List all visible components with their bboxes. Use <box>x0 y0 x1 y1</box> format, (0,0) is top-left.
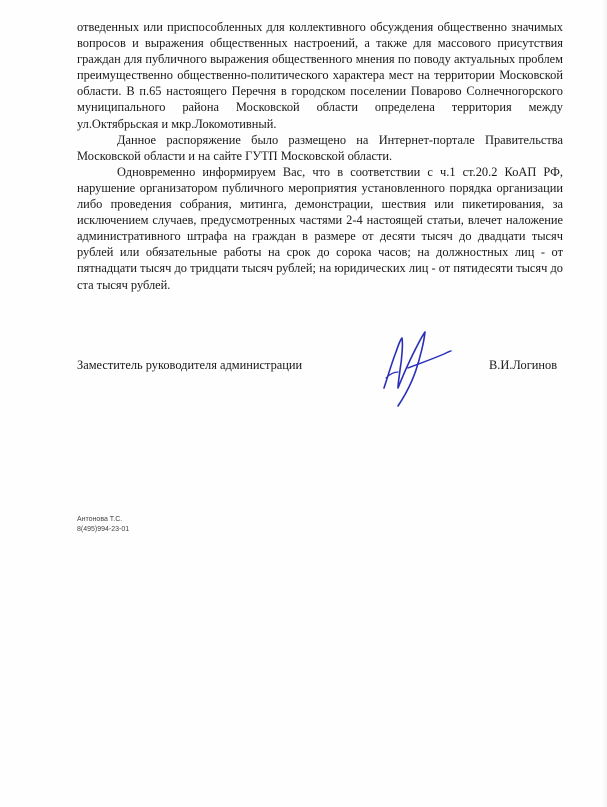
executor-info <box>77 515 129 535</box>
signatory-title: Заместитель руководителя администрации <box>77 358 303 372</box>
paragraph-continuation: отведенных или приспособленных для коллективного обсуждения общественно значимых вопросов и выражения общественных настроений, а также для массового присутствия граждан для публичного выражения общественного мнения по поводу актуальных проблем преимущественно общественно-политического характера мест на территории Московской области. В п.65 настоящего Перечня в городском поселении Поварово Солнечногорского муниципального района Московской области определена территория между ул.Октябрьская и мкр.Локомотивный. <box>77 20 563 131</box>
executor-name: Антонова Т.С. <box>77 516 123 523</box>
signatory-name: В.И.Логинов <box>489 358 558 372</box>
page-edge-shadow <box>601 0 607 807</box>
paragraph-publication: Данное распоряжение было размещено на Интернет-портале Правительства Московской области и на сайте ГУТП Московской области. <box>77 132 563 163</box>
handwritten-signature <box>378 318 453 410</box>
paragraph-penalty-notice: Одновременно информируем Вас, что в соответствии с ч.1 ст.20.2 КоАП РФ, нарушение организатором публичного мероприятия установленного порядка организации либо проведения собрания, митинга, демонстрации, шествия или пикетирования, за исключением случаев, предусмотренных частями 2-4 настоящей статьи, влечет наложение административного штрафа на граждан в размере от десяти тысяч до двадцати тысяч рублей или обязательные работы на срок до сорока часов; на должностных лиц - от пятнадцати тысяч до тридцати тысяч рублей; на юридических лиц - от пятидесяти тысяч до ста тысяч рублей. <box>77 164 563 292</box>
executor-phone: 8(495)994-23-01 <box>77 526 130 533</box>
document-body <box>77 19 563 293</box>
